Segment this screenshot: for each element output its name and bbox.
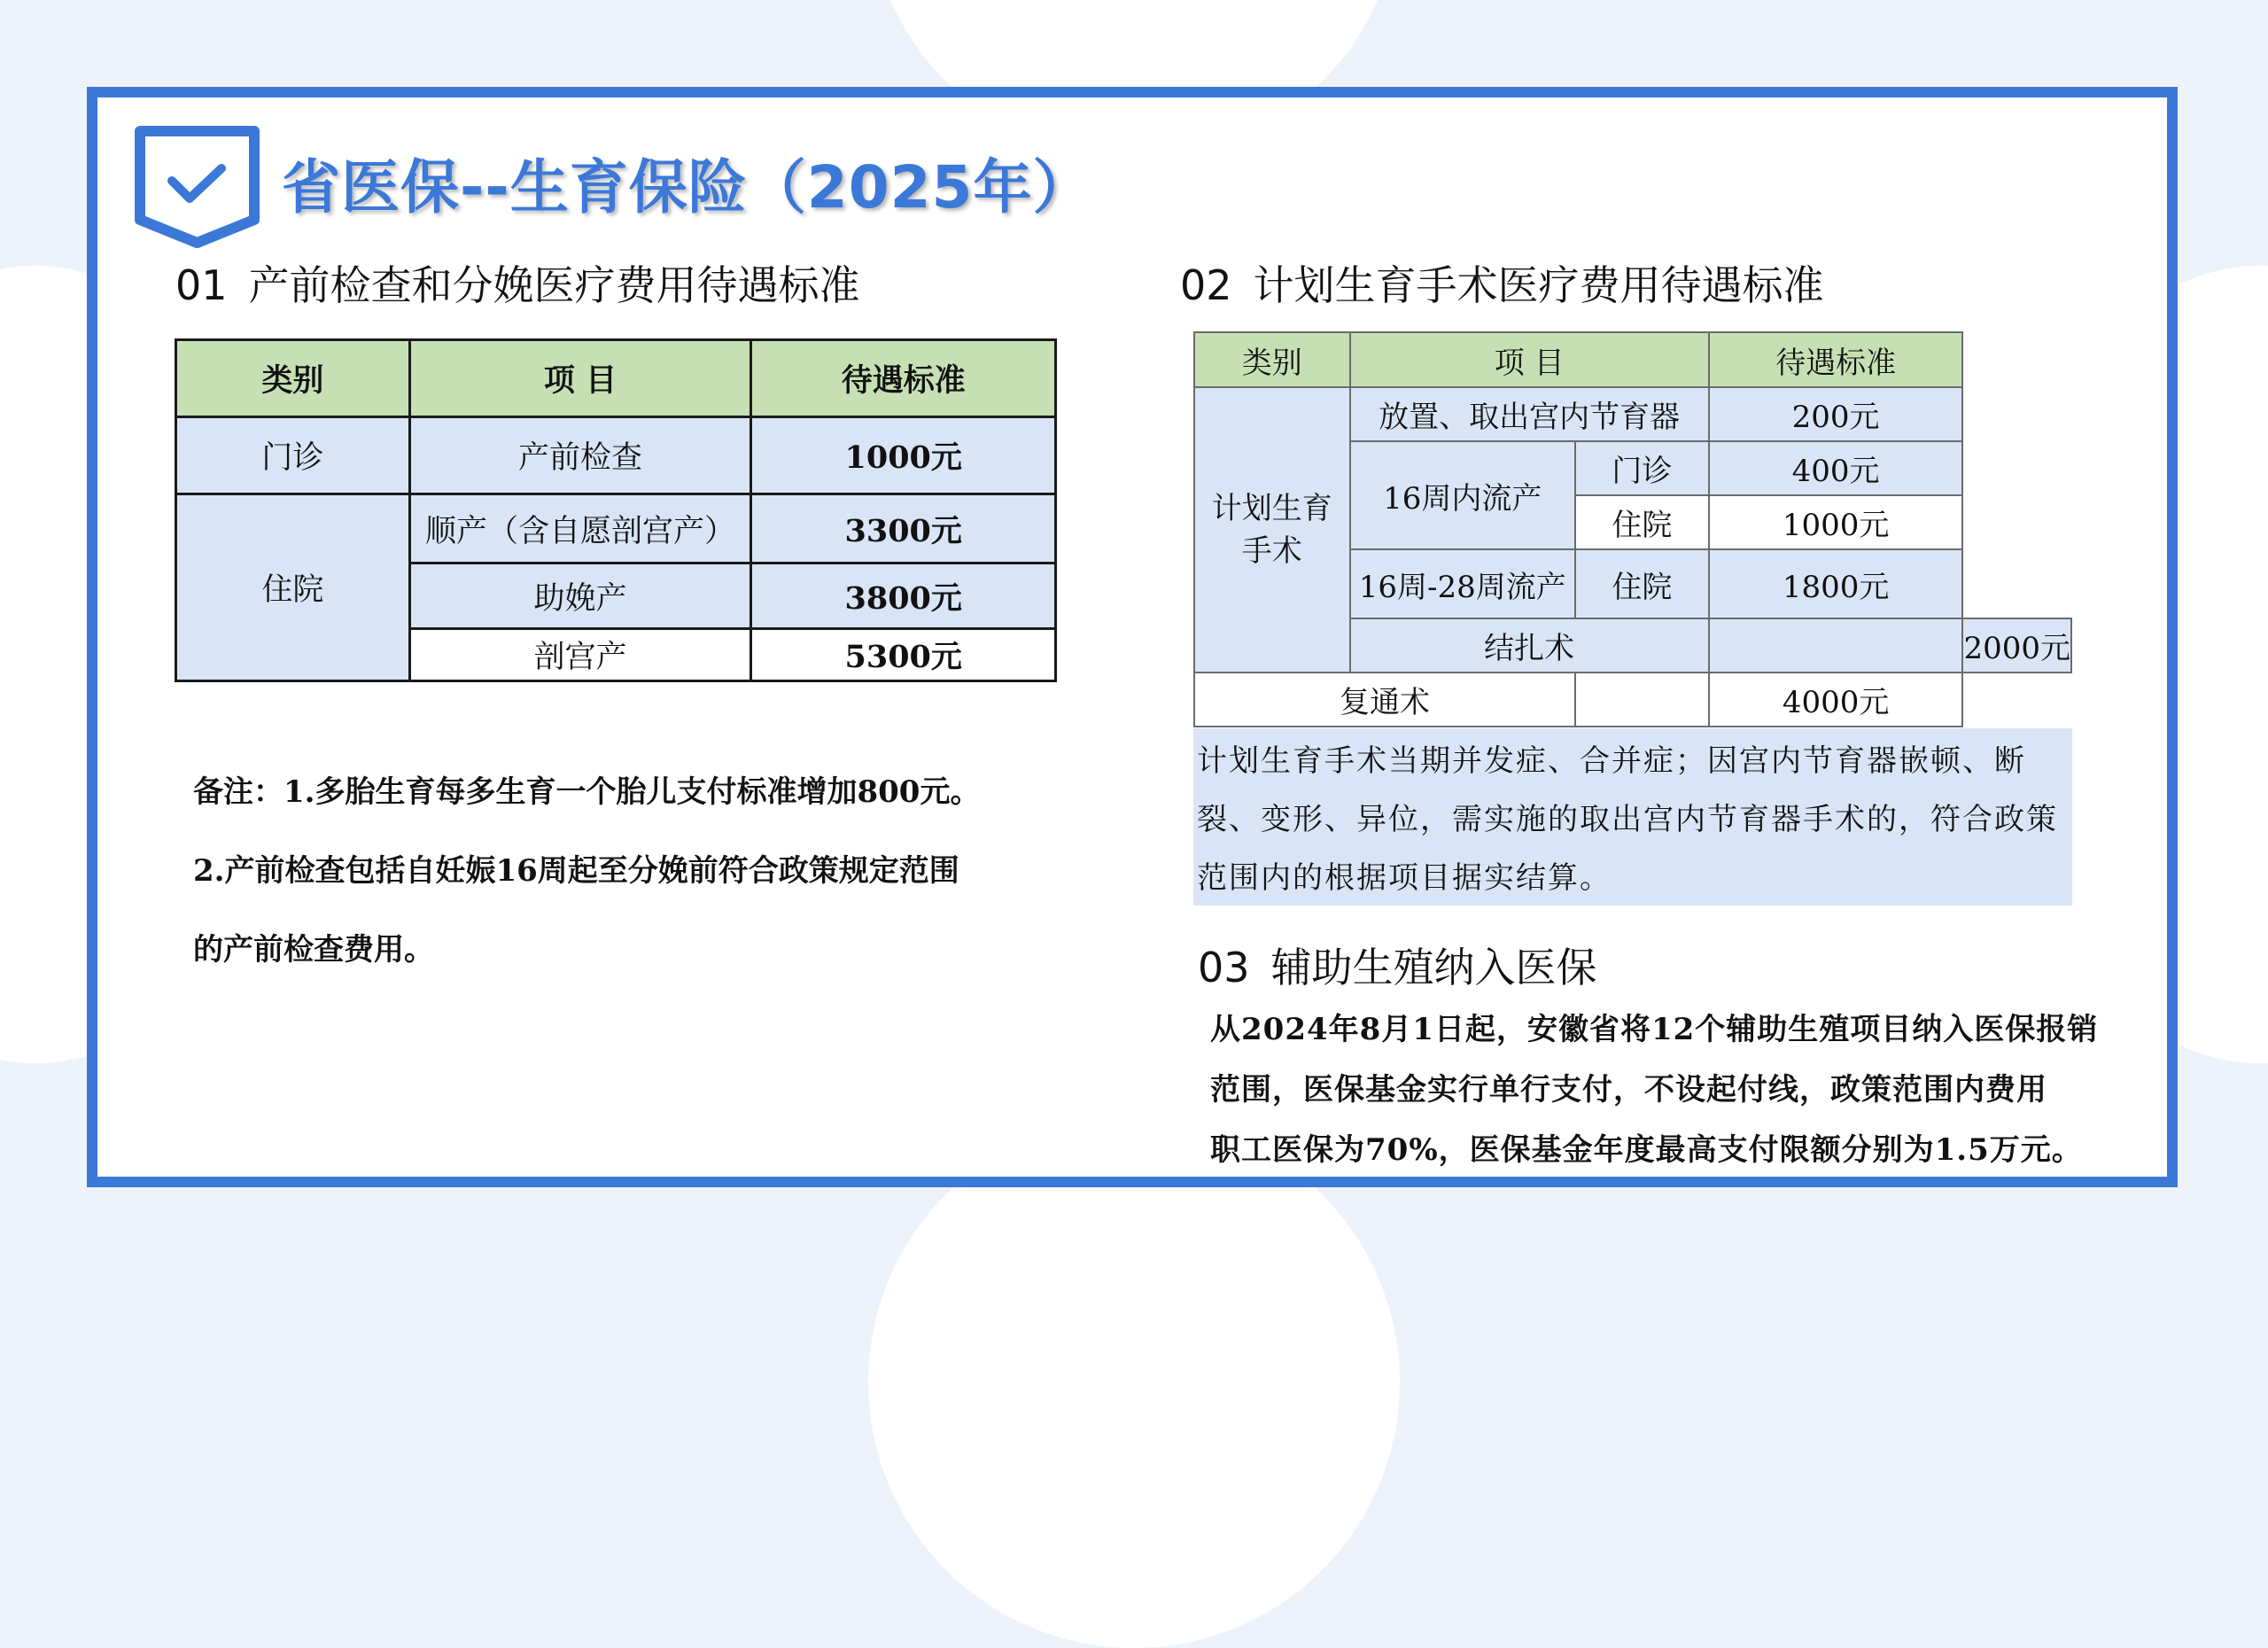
section1-heading [175,253,860,312]
label-abortion-16w-inpatient: 住院 [1575,495,1709,549]
note-line-1: 备注：1.多胎生育每多生育一个胎儿支付标准增加800元。 [193,774,981,810]
value-recanalization: 4000元 [1709,672,1963,727]
section3-title: 辅助生殖纳入医保 [1270,944,1597,991]
item-recanalization: 复通术 [1194,672,1575,727]
header-item: 项 目 [1350,332,1709,387]
page-title: 省医保--生育保险（2025年） [282,153,1092,222]
section3-line-1: 从2024年8月1日起，安徽省将12个辅助生殖项目纳入医保报销 [1210,1012,2099,1047]
recanal-empty-cell [1575,672,1709,727]
value-abortion-16-28w: 1800元 [1709,549,1963,618]
section3-line-3: 职工医保为70%，医保基金年度最高支付限额分别为1.5万元。 [1210,1132,2083,1168]
label-abortion-16-28w: 住院 [1575,549,1709,618]
section2-heading [1180,253,1824,312]
section3-heading [1198,936,1597,994]
header-standard: 待遇标准 [1709,332,1963,387]
value-natural-birth: 3300元 [751,494,1056,564]
section2-number: 02 [1180,261,1232,309]
value-iud: 200元 [1709,387,1963,441]
section1-number: 01 [175,261,228,309]
item-cesarean: 剖宫产 [409,629,751,681]
value-abortion-16w-inpatient: 1000元 [1709,495,1963,549]
ligation-empty-cell [1709,618,1963,672]
header-item: 项 目 [409,340,751,417]
section3-line-2: 范围，医保基金实行单行支付，不设起付线，政策范围内费用 [1210,1072,2047,1108]
table-row [1194,387,2071,441]
section2-title: 计划生育手术医疗费用待遇标准 [1253,261,1824,309]
value-ligation: 2000元 [1962,618,2071,672]
table-row [176,417,1056,494]
section3-body [1210,999,2114,1180]
table-header-row [1194,332,2071,387]
value-assisted-birth: 3800元 [751,564,1056,629]
item-abortion-16-28w: 16周-28周流产 [1350,549,1575,618]
category-family-planning-surgery: 计划生育手术 [1194,387,1350,672]
family-planning-table [1193,331,2072,727]
header-category: 类别 [1194,332,1350,387]
item-prenatal-check: 产前检查 [409,417,751,494]
note-line-3: 的产前检查费用。 [193,932,434,968]
table-header-row [176,340,1056,417]
note-line-2: 2.产前检查包括自妊娠16周起至分娩前符合政策规定范围 [193,853,959,889]
value-cesarean: 5300元 [751,629,1056,681]
section2-note: 计划生育手术当期并发症、合并症；因宫内节育器嵌顿、断裂、变形、异位，需实施的取出宫内节育器手术的，符合政策范围内的根据项目据实结算。 [1193,728,2072,906]
header-category: 类别 [176,340,410,417]
header-standard: 待遇标准 [751,340,1056,417]
item-natural-birth: 顺产（含自愿剖宫产） [409,494,751,564]
value-abortion-16w-outpatient: 400元 [1709,441,1963,495]
category-inpatient: 住院 [176,494,410,681]
section1-title: 产前检查和分娩医疗费用待遇标准 [248,261,860,309]
section1-notes [193,753,1061,990]
section3-number: 03 [1198,944,1250,991]
item-abortion-16w: 16周内流产 [1350,441,1575,549]
checkmark-shield-icon [133,124,261,250]
value-prenatal-check: 1000元 [751,417,1056,494]
category-outpatient: 门诊 [176,417,410,494]
maternity-table [175,338,1057,682]
background-shape-bottom [868,1116,1400,1648]
table-row [1194,672,2071,727]
table-row [176,494,1056,564]
item-assisted-birth: 助娩产 [409,564,751,629]
label-abortion-16w-outpatient: 门诊 [1575,441,1709,495]
item-iud: 放置、取出宫内节育器 [1350,387,1709,441]
item-ligation: 结扎术 [1350,618,1709,672]
